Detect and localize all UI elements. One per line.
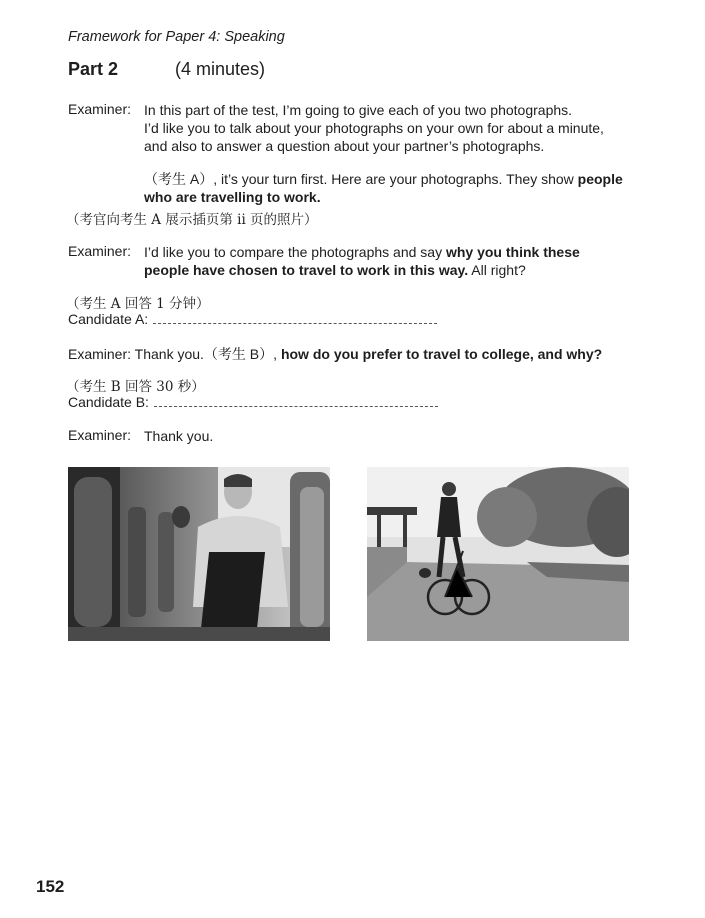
part-duration: (4 minutes) — [175, 59, 266, 79]
turn-prompt — [144, 170, 644, 206]
stage-note: （考生 B 回答 30 秒） — [66, 379, 205, 395]
prompt-text: Examiner: Thank you.（考生 B）, — [68, 346, 281, 362]
prompt-bold: who are travelling to work. — [144, 189, 321, 205]
photo-train-commuter — [68, 467, 330, 641]
compare-prompt — [144, 243, 644, 279]
prompt-text: I’d like you to compare the photographs and say — [144, 244, 446, 260]
answer-line — [153, 311, 437, 324]
candidate-label: Candidate A: — [68, 311, 149, 327]
closing-text: Thank you. — [144, 428, 214, 444]
prompt-text: （考生 A）, it’s your turn first. Here are your photographs. They show — [144, 171, 578, 187]
examiner-label: Examiner: — [68, 243, 132, 259]
candidate-label: Candidate B: — [68, 394, 149, 410]
prompt-bold: why you think these — [445, 244, 580, 260]
examiner-label: Examiner: — [68, 101, 132, 117]
examiner-instructions — [144, 101, 644, 155]
stage-note: （考生 A 回答 1 分钟） — [66, 296, 210, 312]
text-line: I’d like you to talk about your photographs on your own for about a minute, — [144, 120, 604, 136]
text-line: and also to answer a question about your partner’s photographs. — [144, 138, 545, 154]
stage-note: （考官向考生 A 展示插页第 ii 页的照片） — [66, 212, 318, 228]
photo-cyclist — [367, 467, 629, 641]
running-header: Framework for Paper 4: Speaking — [68, 29, 285, 45]
candidate-a-line — [68, 311, 437, 327]
followup-question — [68, 344, 602, 364]
text-line: In this part of the test, I’m going to give each of you two photographs. — [144, 102, 573, 118]
part-title: Part 2 — [68, 59, 119, 79]
prompt-bold: people — [577, 171, 623, 187]
train-illustration — [68, 467, 330, 641]
examiner-label: Examiner: — [68, 427, 132, 443]
candidate-b-line — [68, 394, 438, 410]
cyclist-illustration — [367, 467, 629, 641]
prompt-text: All right? — [468, 262, 526, 278]
prompt-bold: people have chosen to travel to work in this way. — [144, 262, 469, 278]
page-number: 152 — [36, 877, 65, 896]
prompt-bold: how do you prefer to travel to college, and why? — [280, 346, 603, 362]
answer-line — [154, 394, 438, 407]
